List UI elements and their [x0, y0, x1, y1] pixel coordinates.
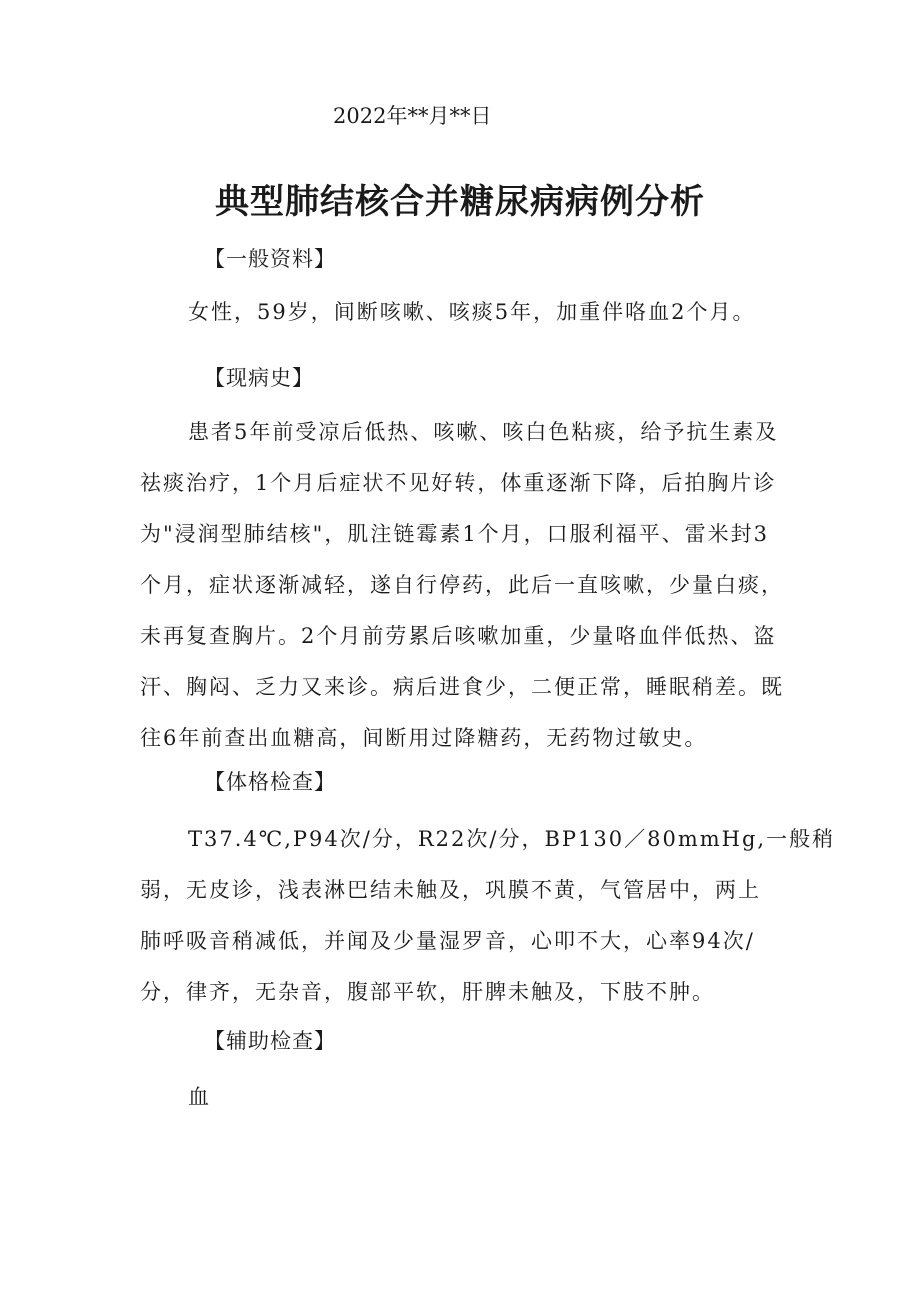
- section-body-general: [140, 287, 800, 338]
- paragraph-line: 祛痰治疗，1个月后症状不见好转，体重逐渐下降，后拍胸片诊: [140, 471, 777, 495]
- document-date: 2022年**月**日: [333, 104, 492, 128]
- paragraph-line: 个月，症状逐渐减轻，遂自行停药，此后一直咳嗽，少量白痰，: [140, 573, 784, 597]
- paragraph-line: 肺呼吸音稍减低，并闻及少量湿罗音，心叩不大，心率94次/: [140, 929, 755, 953]
- section-body-physical: [140, 814, 836, 1018]
- paragraph-line: 弱，无皮诊，浅表淋巴结未触及，巩膜不黄，气管居中，两上: [140, 878, 761, 902]
- section-heading-general: 【一般资料】: [204, 247, 336, 271]
- paragraph-line: 患者5年前受凉后低热、咳嗽、咳白色粘痰，给予抗生素及: [188, 420, 779, 444]
- paragraph-line: 汗、胸闷、乏力又来诊。病后进食少，二便正常，睡眠稍差。既: [140, 675, 784, 699]
- paragraph-line: 分，律齐，无杂音，腹部平软，肝脾未触及，下肢不肿。: [140, 980, 715, 1004]
- paragraph-line: 往6年前查出血糖高，间断用过降糖药，无药物过敏史。: [140, 726, 708, 750]
- paragraph-line: 女性，59岁，间断咳嗽、咳痰5年，加重伴咯血2个月。: [188, 300, 756, 324]
- paragraph-line: 未再复查胸片。2个月前劳累后咳嗽加重，少量咯血伴低热、盗: [140, 624, 777, 648]
- section-heading-auxiliary: 【辅助检查】: [204, 1029, 336, 1053]
- section-body-auxiliary: [140, 1072, 800, 1123]
- section-body-history: [140, 407, 800, 764]
- paragraph-line: T37.4℃,P94次/分，R22次/分，BP130／80mmHg,一般稍: [188, 827, 836, 851]
- section-heading-history: 【现病史】: [204, 366, 314, 390]
- paragraph-line: 血: [188, 1085, 211, 1109]
- paragraph-line: 为"浸润型肺结核"，肌注链霉素1个月，口服利福平、雷米封3: [140, 522, 770, 546]
- section-heading-physical: 【体格检查】: [204, 770, 336, 794]
- document-title: 典型肺结核合并糖尿病病例分析: [215, 182, 705, 222]
